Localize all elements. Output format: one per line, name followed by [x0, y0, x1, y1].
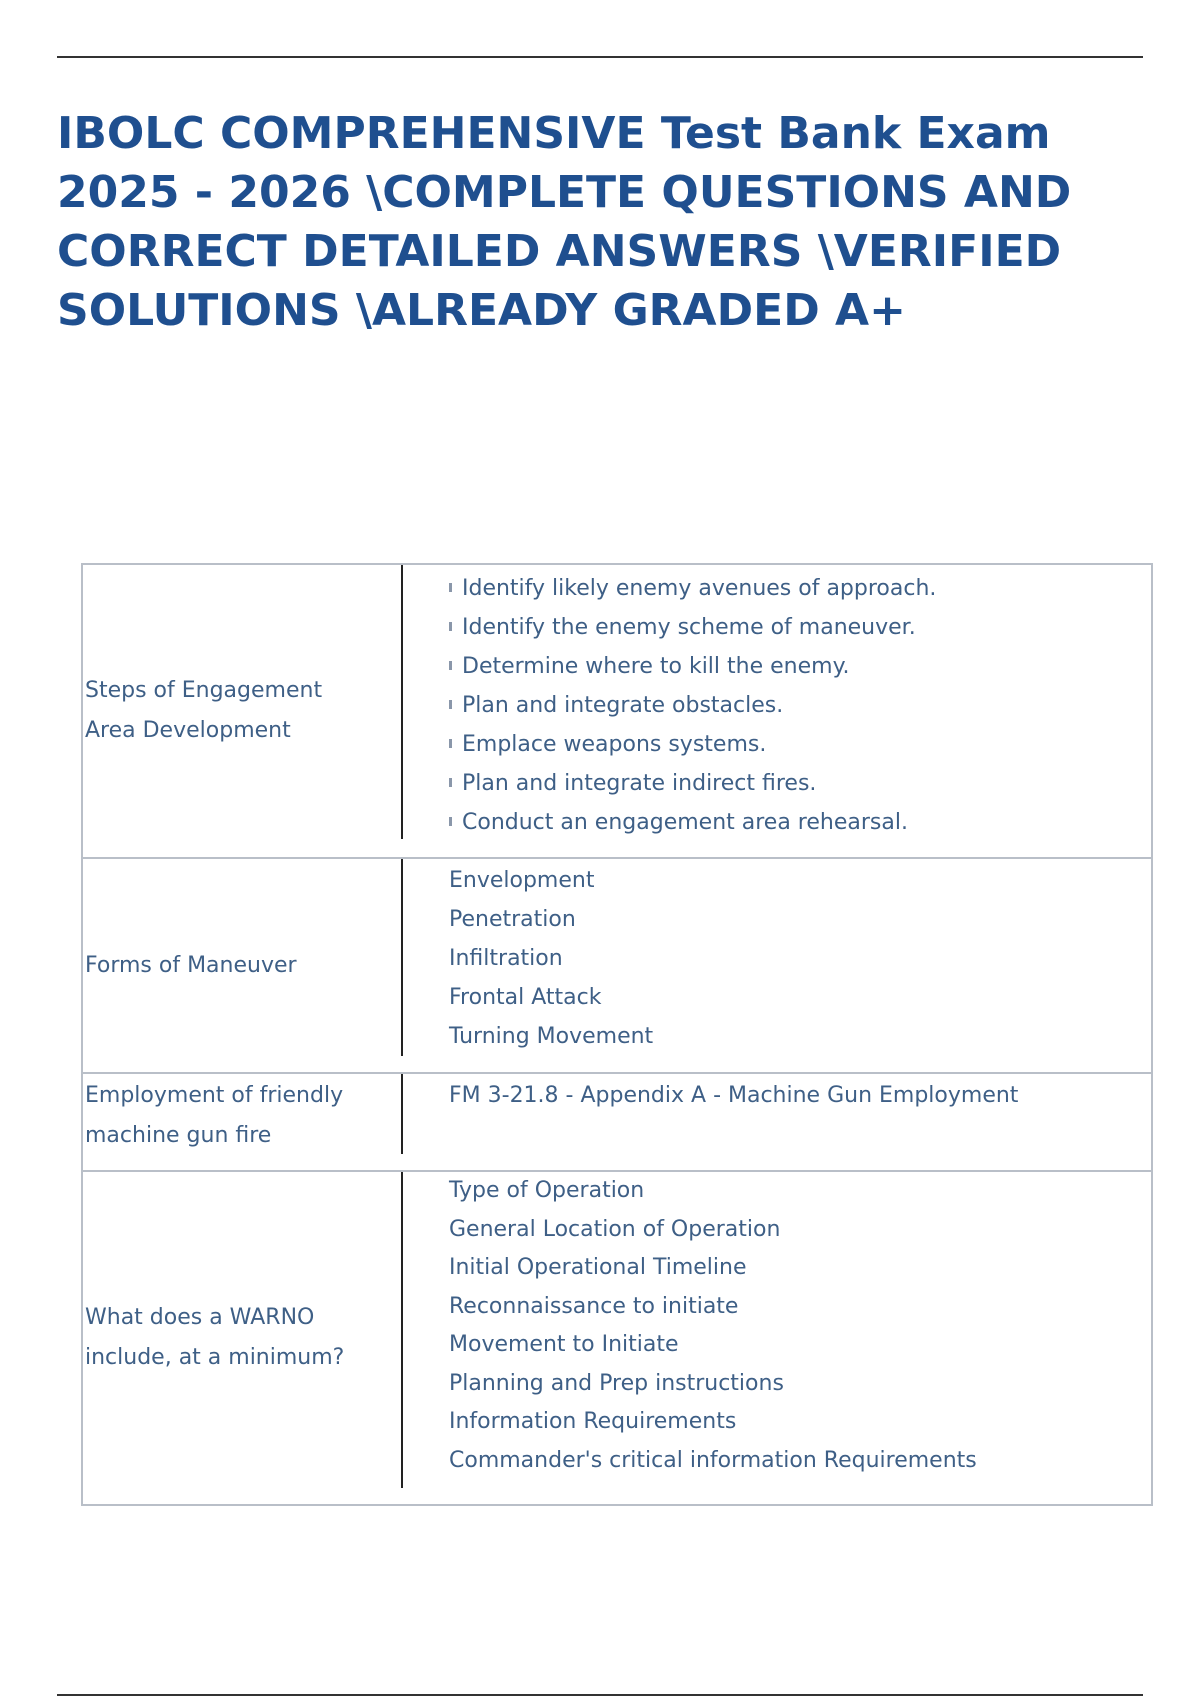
term-text: Area Development [85, 718, 291, 743]
bullet-icon [449, 583, 452, 592]
definition-text: General Location of Operation [449, 1216, 781, 1242]
definition-text: Reconnaissance to initiate [449, 1293, 739, 1319]
bullet-icon [449, 700, 452, 709]
term-cell [83, 565, 401, 857]
list-item [449, 686, 1151, 725]
header-rule [57, 56, 1143, 58]
bullet-icon [449, 778, 452, 787]
column-divider [401, 1074, 403, 1154]
definition-text: Information Requirements [449, 1409, 737, 1434]
term-cell [83, 859, 401, 1072]
definition-text: Plan and integrate indirect fires. [462, 771, 817, 796]
bullet-icon [449, 739, 452, 748]
definition-text: Movement to Initiate [449, 1332, 679, 1357]
column-divider [401, 859, 403, 1056]
table-row [83, 1170, 1151, 1504]
term-text: Forms of Maneuver [85, 952, 297, 978]
definition-cell [401, 1074, 1151, 1170]
bullet-icon [449, 817, 452, 826]
list-item [449, 608, 1151, 647]
definition-text: Plan and integrate obstacles. [462, 693, 784, 718]
list-item [449, 647, 1151, 686]
definition-cell [401, 565, 1151, 857]
bullet-icon [449, 622, 452, 631]
table-row [83, 1072, 1151, 1170]
definition-text: Commander's critical information Requirements [449, 1447, 977, 1473]
term-text: machine gun fire [85, 1123, 272, 1148]
definition-text: Frontal Attack [449, 985, 602, 1010]
list-item [449, 569, 1151, 608]
definition-text: Initial Operational Timeline [449, 1255, 747, 1280]
definition-text: FM 3-21.8 - Appendix A - Machine Gun Employment [449, 1083, 1019, 1108]
definition-text: Conduct an engagement area rehearsal. [462, 810, 908, 835]
table-row [83, 565, 1151, 857]
term-text: include, at a minimum? [85, 1345, 345, 1370]
bullet-icon [449, 661, 452, 670]
definition-text: Determine where to kill the enemy. [462, 654, 850, 679]
column-divider [401, 1172, 403, 1488]
definition-text: Penetration [449, 907, 576, 932]
flashcard-table [81, 563, 1153, 1506]
table-row [83, 857, 1151, 1072]
definition-text: Infiltration [449, 946, 563, 971]
footer-rule [57, 1694, 1143, 1696]
term-text: Employment of friendly [85, 1083, 344, 1108]
list-item [449, 725, 1151, 764]
document-title: IBOLC COMPREHENSIVE Test Bank Exam 2025 - 2026 \COMPLETE QUESTIONS AND CORRECT DETAILED ANSWERS \VERIFIED SOLUTIONS \ALREADY GRADED A+ [57, 108, 1072, 336]
definition-text: Identify the enemy scheme of maneuver. [462, 615, 916, 640]
list-item [449, 764, 1151, 803]
term-text: What does a WARNO [85, 1305, 315, 1330]
definition-cell [401, 1172, 1151, 1504]
definition-text: Type of Operation [449, 1178, 645, 1203]
column-divider [401, 565, 403, 839]
definition-text: Turning Movement [449, 1024, 654, 1049]
definition-text: Emplace weapons systems. [462, 732, 767, 757]
term-text: Steps of Engagement [85, 678, 323, 703]
definition-cell [401, 859, 1151, 1072]
definition-text: Identify likely enemy avenues of approach. [462, 576, 937, 601]
definition-text: Envelopment [449, 868, 595, 893]
list-item [449, 803, 1151, 842]
definition-text: Planning and Prep instructions [449, 1370, 784, 1396]
term-cell [83, 1074, 401, 1170]
term-cell [83, 1172, 401, 1504]
